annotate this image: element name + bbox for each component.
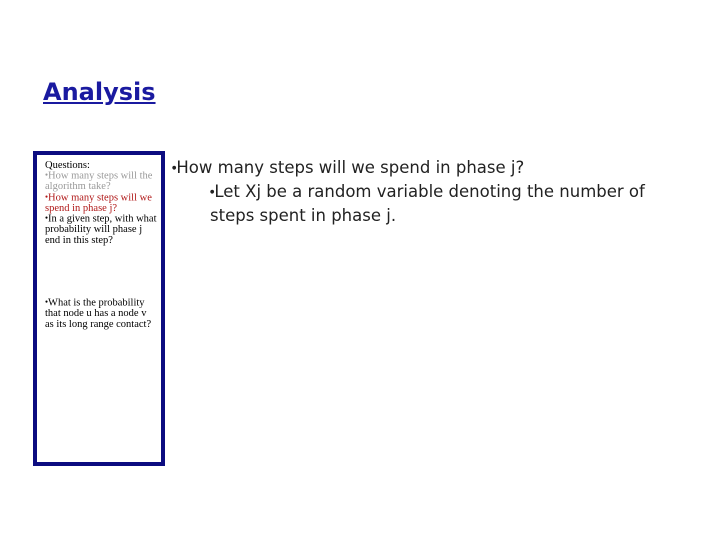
bullet-level2-continuation: steps spent in phase j. [210, 206, 397, 225]
bullet-text: How many steps will we spend in phase j? [176, 158, 525, 177]
question-text: How many steps will we spend in phase j? [45, 192, 152, 214]
bullet-level1 [172, 156, 712, 180]
questions-heading: Questions: [45, 160, 90, 171]
slide-body [172, 156, 712, 227]
bullet-icon: ● [45, 300, 49, 306]
bullet-icon: ● [45, 173, 49, 179]
question-item [45, 214, 157, 246]
slide-title: Analysis [43, 78, 156, 106]
question-item [45, 171, 157, 192]
question-item-current [45, 193, 157, 214]
questions-list [45, 161, 157, 330]
questions-panel [33, 151, 165, 466]
bullet-text: Let Xj be a random variable denoting the number of [214, 182, 645, 201]
bullet-icon: ● [210, 189, 215, 195]
bullet-level2 [172, 180, 712, 204]
bullet-icon: ● [45, 216, 49, 222]
question-text: In a given step, with what probability will phase j end in this step? [45, 213, 157, 246]
question-text: How many steps will the algorithm take? [45, 171, 153, 193]
bullet-icon: ● [172, 165, 177, 171]
question-item [45, 298, 157, 330]
bullet-icon: ● [45, 194, 49, 200]
question-text: What is the probability that node u has a node v as its long range contact? [45, 297, 152, 330]
